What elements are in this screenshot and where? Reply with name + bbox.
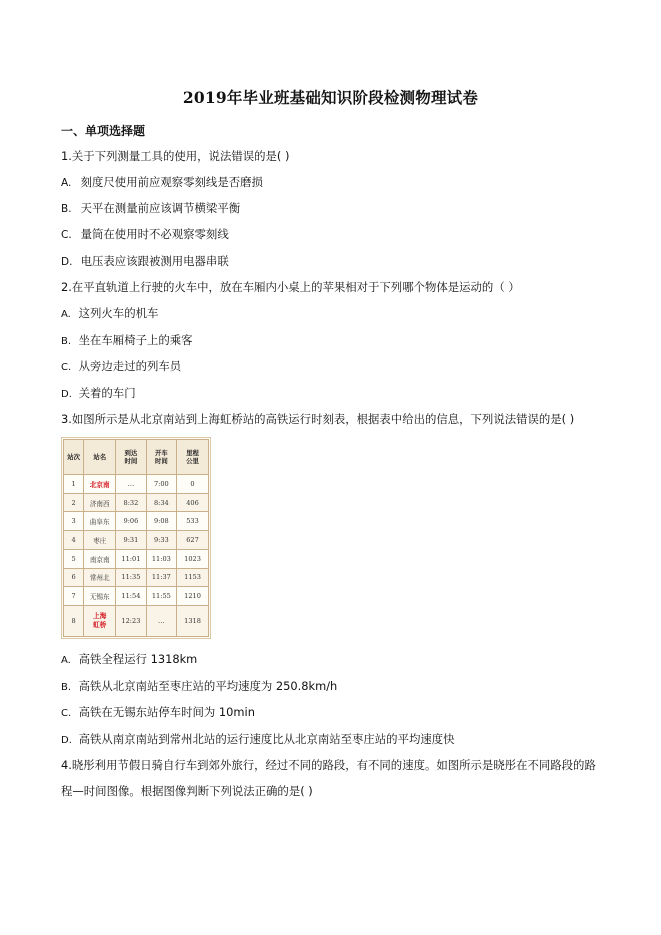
option-text: 高铁在无锡东站停车时间为 10min [78, 705, 255, 719]
table-cell: 常州北 [84, 568, 116, 587]
q3-stem: 3.如图所示是从北京南站到上海虹桥站的高铁运行时刻表，根据表中给出的信息，下列说法错误的是( ) [61, 412, 575, 426]
table-cell: 8:34 [146, 493, 176, 512]
option-text: 从旁边走过的列车员 [78, 359, 182, 373]
table-header-row [64, 440, 209, 475]
header-cell: 到达 时间 [116, 440, 146, 475]
table-cell: 9:31 [116, 531, 146, 550]
table-cell: 3 [64, 512, 84, 531]
table-cell: 曲阜东 [84, 512, 116, 531]
table-cell: 9:08 [146, 512, 176, 531]
table-cell: 12:23 [116, 606, 146, 637]
option-label: C. [61, 362, 72, 373]
q4-stem-line-1: 4.晓彤利用节假日骑自行车到郊外旅行，经过不同的路段，有不同的速度。如图所示是晓彤在不同路段的路 [61, 758, 596, 772]
table-row [64, 531, 209, 550]
q1-option-a [61, 174, 263, 191]
table-cell: 8:32 [116, 493, 146, 512]
option-text: 坐在车厢椅子上的乘客 [78, 333, 193, 347]
table-row [64, 606, 209, 637]
table-cell: 6 [64, 568, 84, 587]
option-label: B. [61, 682, 72, 693]
section-heading: 一、单项选择题 [61, 124, 146, 138]
timetable [63, 439, 209, 637]
table-cell: 1210 [177, 587, 209, 606]
table-cell: 11:37 [146, 568, 176, 587]
option-label: B. [61, 203, 72, 215]
table-cell: 627 [177, 531, 209, 550]
table-cell: 北京南 [84, 475, 116, 494]
table-cell: … [146, 606, 176, 637]
option-label: D. [61, 735, 72, 746]
option-label: D. [61, 256, 73, 268]
table-cell: 南京南 [84, 549, 116, 568]
q2-option-b [61, 332, 193, 350]
page-title: 2019年毕业班基础知识阶段检测物理试卷 [182, 88, 479, 107]
table-cell: 533 [177, 512, 209, 531]
q3-option-b [61, 678, 337, 696]
q1-option-b [61, 200, 240, 217]
option-text: 刻度尺使用前应观察零刻线是否磨损 [80, 175, 263, 189]
option-label: A. [61, 177, 72, 189]
table-cell: 5 [64, 549, 84, 568]
q2-option-a [61, 305, 158, 323]
q2-option-c [61, 358, 181, 376]
table-cell: 1 [64, 475, 84, 494]
header-cell: 开车 时间 [146, 440, 176, 475]
q3-option-c [61, 704, 255, 722]
option-text: 天平在测量前应该调节横梁平衡 [80, 201, 241, 215]
table-cell: 7 [64, 587, 84, 606]
table-cell: 11:54 [116, 587, 146, 606]
q3-option-d [61, 731, 455, 749]
header-cell: 站名 [84, 440, 116, 475]
option-text: 高铁从北京南站至枣庄站的平均速度为 250.8km/h [78, 679, 338, 693]
table-cell: 11:03 [146, 549, 176, 568]
table-row [64, 512, 209, 531]
table-row [64, 568, 209, 587]
table-cell: 1023 [177, 549, 209, 568]
table-cell: 1153 [177, 568, 209, 587]
table-cell: 0 [177, 475, 209, 494]
option-text: 高铁从南京南站到常州北站的运行速度比从北京南站至枣庄站的平均速度快 [78, 732, 455, 746]
q2-option-d [61, 385, 136, 403]
table-cell: 4 [64, 531, 84, 550]
header-cell: 站次 [64, 440, 84, 475]
table-row [64, 549, 209, 568]
option-label: D. [61, 389, 72, 400]
option-text: 电压表应该跟被测用电器串联 [80, 254, 229, 268]
table-cell: 8 [64, 606, 84, 637]
table-cell: 上海 虹桥 [84, 606, 116, 637]
table-cell: 无锡东 [84, 587, 116, 606]
table-cell: … [116, 475, 146, 494]
option-label: C. [61, 229, 72, 241]
table-cell: 济南西 [84, 493, 116, 512]
table-cell: 9:33 [146, 531, 176, 550]
header-cell: 里程 公里 [177, 440, 209, 475]
q2-stem: 2.在平直轨道上行驶的火车中，放在车厢内小桌上的苹果相对于下列哪个物体是运动的（ ） [61, 280, 520, 294]
q1-option-c [61, 226, 229, 243]
table-row [64, 475, 209, 494]
option-text: 高铁全程运行 1318km [78, 652, 198, 666]
table-cell: 11:55 [146, 587, 176, 606]
table-cell: 枣庄 [84, 531, 116, 550]
option-text: 这列火车的机车 [78, 306, 159, 320]
option-label: A. [61, 655, 71, 666]
option-label: C. [61, 708, 72, 719]
option-text: 量筒在使用时不必观察零刻线 [80, 227, 229, 241]
table-cell: 7:00 [146, 475, 176, 494]
table-cell: 11:01 [116, 549, 146, 568]
q4-stem-line-2: 程—时间图像。根据图像判断下列说法正确的是( ) [61, 784, 313, 798]
table-row [64, 587, 209, 606]
q1-option-d [61, 253, 229, 270]
option-text: 关着的车门 [78, 386, 136, 400]
option-label: A. [61, 309, 71, 320]
q3-option-a [61, 651, 197, 669]
q1-stem: 1.关于下列测量工具的使用，说法错误的是( ) [61, 149, 290, 163]
table-row [64, 493, 209, 512]
table-cell: 9:06 [116, 512, 146, 531]
option-label: B. [61, 336, 72, 347]
table-cell: 1318 [177, 606, 209, 637]
table-cell: 406 [177, 493, 209, 512]
table-cell: 2 [64, 493, 84, 512]
table-cell: 11:35 [116, 568, 146, 587]
